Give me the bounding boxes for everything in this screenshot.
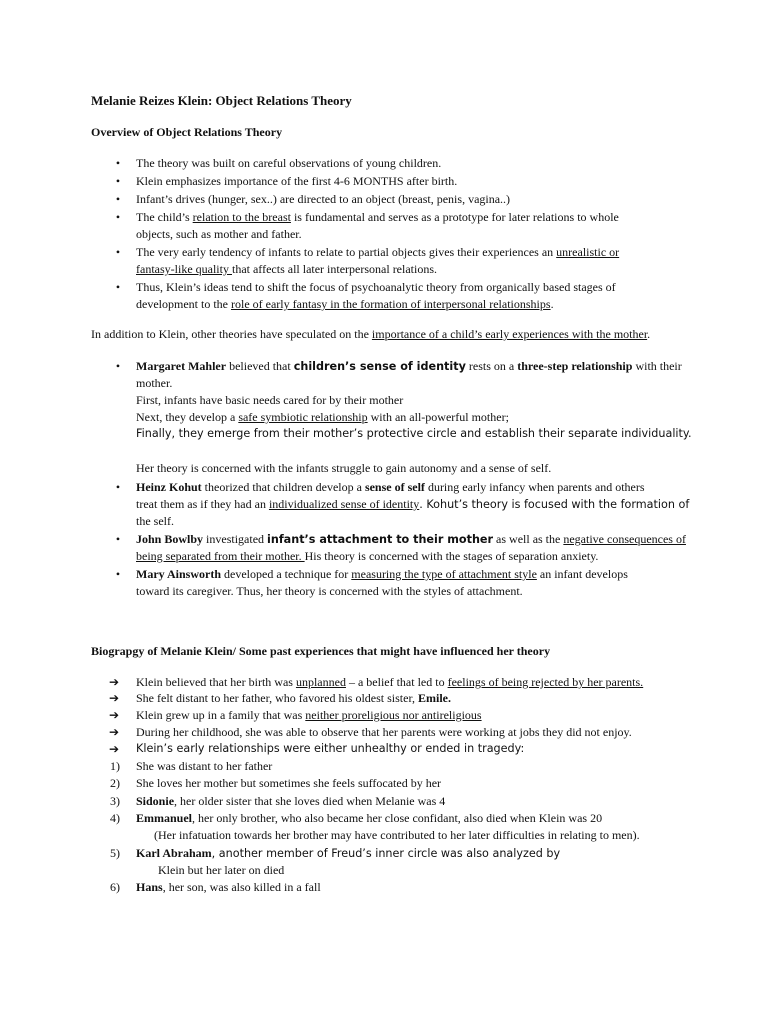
text-span: The child’s (136, 210, 193, 224)
underlined-phrase: fantasy-like quality (136, 262, 232, 276)
list-number: 1) (110, 759, 120, 773)
overview-bullet-6: Thus, Klein’s ideas tend to shift the focus of psychoanalytic theory from organically based stages of (136, 280, 616, 294)
mahler-line-4 (136, 409, 509, 425)
list-number: 3) (110, 794, 120, 808)
text-span: that affects all later interpersonal relations. (231, 262, 438, 276)
bullet-marker: • (115, 480, 121, 494)
document-title: Melanie Reizes Klein: Object Relations Theory (91, 93, 352, 108)
underlined-phrase: unrealistic or (556, 245, 620, 259)
bullet-marker: • (115, 280, 121, 294)
arrow-icon: ➔ (108, 742, 120, 756)
arrow-icon: ➔ (108, 725, 120, 739)
mahler-line-5: Finally, they emerge from their mother’s protective circle and establish their separate individuality. (136, 427, 692, 440)
list-number: 6) (110, 880, 120, 894)
text-span: an infant develops (536, 567, 628, 581)
bowlby-line-2 (136, 548, 598, 564)
bowlby-line-1 (136, 531, 686, 548)
text-span: theorized that children develop a (201, 480, 365, 494)
overview-heading: Overview of Object Relations Theory (91, 125, 283, 139)
text-span: treat them as if they had an (136, 497, 269, 511)
underlined-phrase: safe symbiotic relationship (238, 410, 368, 424)
underlined-phrase: measuring the type of attachment style (351, 567, 537, 581)
bio-item-3 (136, 793, 445, 809)
text-span: The very early tendency of infants to relate to partial objects gives their experiences an (136, 245, 557, 259)
text-span: She felt distant to her father, who favored his oldest sister, (136, 691, 418, 705)
bullet-marker: • (115, 245, 121, 259)
bio-item-1: She was distant to her father (136, 759, 273, 773)
underlined-phrase: feelings of being rejected by her parents. (447, 675, 644, 689)
text-span: – a belief that led to (345, 675, 448, 689)
text-span: development to the (136, 297, 231, 311)
text-span: developed a technique for (221, 567, 352, 581)
underlined-phrase: neither proreligious nor antireligious (305, 708, 482, 722)
text-span: , her only brother, who also became her close confidant, also died when Klein was 20 (192, 811, 603, 825)
text-span: Klein grew up in a family that was (136, 708, 306, 722)
text-span: His theory is concerned with the stages of separation anxiety. (304, 549, 599, 563)
text-span: with an all-powerful mother; (367, 410, 509, 424)
list-number: 2) (110, 776, 120, 790)
mahler-line-6: Her theory is concerned with the infants struggle to gain autonomy and a sense of self. (136, 461, 552, 475)
text-span: , her older sister that she loves died when Melanie was 4 (174, 794, 446, 808)
kohut-line-3: the self. (136, 514, 174, 528)
ainsworth-line-2: toward its caregiver. Thus, her theory is concerned with the styles of attachment. (136, 584, 523, 598)
theorist-name: John Bowlby (136, 532, 204, 546)
bold-phrase: Sidonie (136, 794, 175, 808)
bio-arrow-3 (136, 707, 482, 723)
text-span: with their (632, 359, 682, 373)
text-span: , another member of Freud’s inner circle was also analyzed by (211, 847, 561, 860)
bold-phrase: three-step relationship (517, 359, 633, 373)
text-span: Klein believed that her birth was (136, 675, 296, 689)
bold-phrase: sense of self (364, 480, 425, 494)
underlined-phrase: importance of a child’s early experiences with the mother (371, 327, 648, 341)
bio-item-5-cont: Klein but her later on died (158, 863, 285, 877)
text-span: . (647, 327, 651, 341)
bio-arrow-2 (136, 690, 451, 706)
text-span: is fundamental and serves as a prototype for later relations to whole (290, 210, 619, 224)
addition-paragraph (91, 326, 650, 342)
mahler-line-1 (136, 358, 682, 375)
bullet-marker: • (115, 174, 121, 188)
text-span: . (550, 297, 554, 311)
bio-item-4 (136, 810, 602, 826)
overview-bullet-1: The theory was built on careful observations of young children. (136, 156, 442, 170)
overview-bullet-6-cont (136, 296, 554, 312)
bullet-marker: • (115, 567, 121, 581)
bullet-marker: • (115, 210, 121, 224)
overview-bullet-4 (136, 209, 619, 225)
text-span: Next, they develop a (136, 410, 239, 424)
underlined-phrase: unplanned (295, 675, 346, 689)
bold-phrase: children’s sense of identity (293, 360, 466, 373)
text-span: during early infancy when parents and others (424, 480, 645, 494)
bio-arrow-1 (136, 674, 643, 690)
text-span: as well as the (493, 532, 564, 546)
bio-item-2: She loves her mother but sometimes she feels suffocated by her (136, 776, 442, 790)
ainsworth-line-1 (136, 566, 628, 582)
text-span: , her son, was also killed in a fall (162, 880, 321, 894)
arrow-icon: ➔ (108, 691, 120, 705)
theorist-name: Heinz Kohut (136, 480, 202, 494)
overview-bullet-3: Infant’s drives (hunger, sex..) are directed to an object (breast, penis, vagina..) (136, 192, 511, 206)
text-span: . Kohut’s theory is focused with the formation of (419, 498, 690, 511)
arrow-icon: ➔ (108, 675, 120, 689)
bold-phrase: Hans (136, 880, 163, 894)
bold-phrase: Emmanuel (136, 811, 193, 825)
kohut-line-1 (136, 479, 645, 495)
text-span: rests on a (465, 359, 518, 373)
list-number: 5) (110, 846, 120, 860)
bullet-marker: • (115, 192, 121, 206)
bio-arrow-4: During her childhood, she was able to observe that her parents were working at jobs they did not enjoy. (136, 725, 632, 739)
mahler-line-2: mother. (136, 376, 173, 390)
bio-item-6 (136, 879, 321, 895)
underlined-phrase: role of early fantasy in the formation of interpersonal relationships (230, 297, 551, 311)
overview-bullet-5 (136, 244, 619, 260)
bio-arrow-5: Klein’s early relationships were either unhealthy or ended in tragedy: (136, 742, 525, 755)
theorist-name: Margaret Mahler (136, 359, 227, 373)
bio-item-5 (136, 845, 560, 862)
bold-phrase: Karl Abraham (136, 846, 212, 860)
theorist-name: Mary Ainsworth (136, 567, 221, 581)
bold-phrase: Emile. (417, 691, 451, 705)
text-span: believed that (226, 359, 294, 373)
underlined-phrase: negative consequences of (563, 532, 686, 546)
bullet-marker: • (115, 156, 121, 170)
text-span: investigated (203, 532, 268, 546)
arrow-icon: ➔ (108, 708, 120, 722)
underlined-phrase: individualized sense of identity (268, 497, 420, 511)
bullet-marker: • (115, 532, 121, 546)
biography-heading: Biograpgy of Melanie Klein/ Some past experiences that might have influenced her theory (91, 644, 551, 658)
bullet-marker: • (115, 359, 121, 373)
overview-bullet-4-cont: objects, such as mother and father. (136, 227, 302, 241)
text-span: In addition to Klein, other theories have speculated on the (91, 327, 372, 341)
overview-bullet-2: Klein emphasizes importance of the first 4-6 MONTHS after birth. (136, 174, 458, 188)
bio-item-4-note: (Her infatuation towards her brother may have contributed to her later difficulties in relating to men). (154, 828, 640, 842)
underlined-phrase: relation to the breast (192, 210, 291, 224)
mahler-line-3: First, infants have basic needs cared for by their mother (136, 393, 404, 407)
kohut-line-2 (136, 496, 689, 513)
list-number: 4) (110, 811, 120, 825)
underlined-phrase: being separated from their mother. (136, 549, 305, 563)
overview-bullet-5-cont (136, 261, 437, 277)
bold-phrase: infant’s attachment to their mother (267, 533, 494, 546)
